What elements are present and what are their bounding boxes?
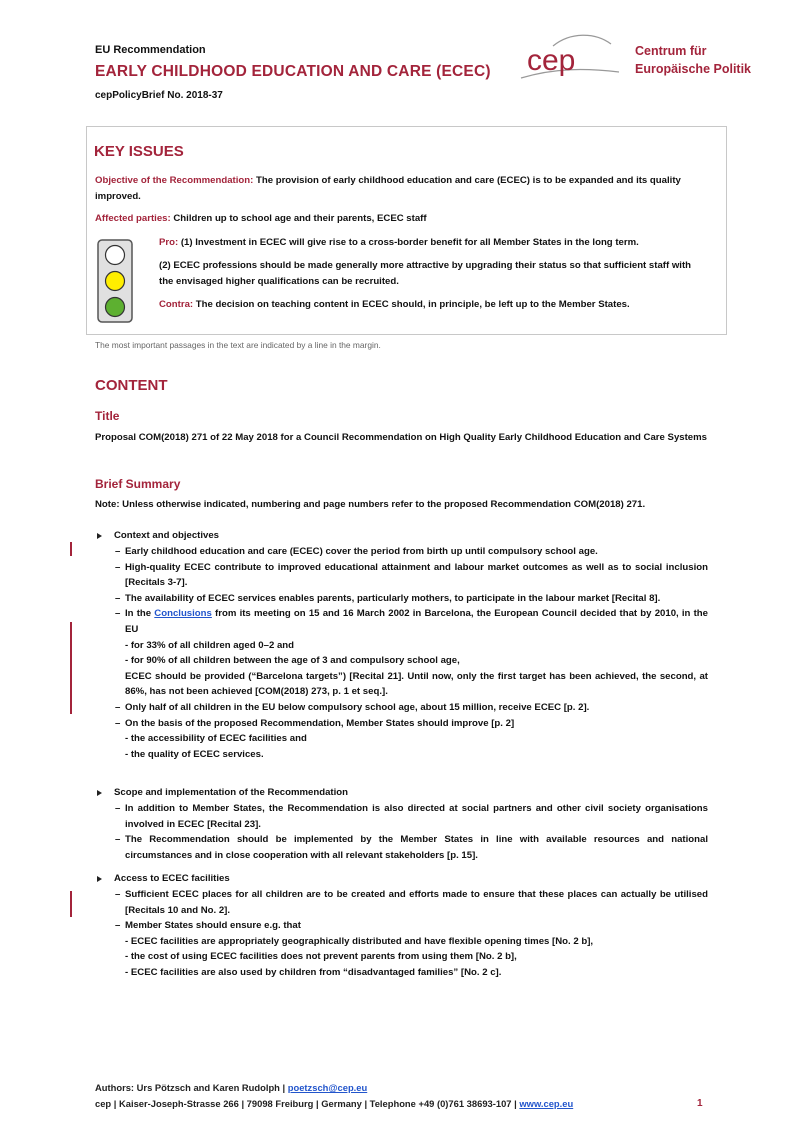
sub-item: - the cost of using ECEC facilities does not prevent parents from using them [No. 2 b], <box>125 951 517 963</box>
list-item: – In the Conclusions from its meeting on 15 and 16 March 2002 in Barcelona, the European Council decided that by 2010, in the EU - for 33% of all children aged 0–2 and - for 90% of all children between the age of 3 and compulsory school age, ECEC should be provided (“Barcelona targets”) [Recital 21]. Until now, only the first target has been achieved, the second, at 86%, has not been achieved [COM(2018) 273, p. 1 et seq.]. <box>95 606 708 700</box>
contra-text: The decision on teaching content in ECEC should, in principle, be left up to the Member States. <box>193 299 630 310</box>
list-item: – Early childhood education and care (ECEC) cover the period from birth up until compulsory school age. <box>115 546 598 557</box>
key-issues-box <box>86 126 727 335</box>
sub-item: - ECEC facilities are also used by children from “disadvantaged families” [No. 2 c]. <box>125 966 502 978</box>
section-access <box>95 871 708 981</box>
cep-logo-mark <box>515 30 625 92</box>
affected-text: Children up to school age and their parents, ECEC staff <box>170 213 427 224</box>
summary-note: Note: Unless otherwise indicated, numbering and page numbers refer to the proposed Recommendation COM(2018) 271. <box>95 499 646 510</box>
section-heading: Context and objectives <box>95 528 708 544</box>
cep-logo <box>515 30 785 100</box>
list-item: – On the basis of the proposed Recommendation, Member States should improve [p. 2] - the accessibility of ECEC facilities and - the quality of ECEC services. <box>95 716 708 763</box>
bullet-triangle-icon <box>97 790 102 796</box>
section-heading: Scope and implementation of the Recommendation <box>95 785 708 801</box>
brief-number: cepPolicyBrief No. 2018-37 <box>95 90 223 101</box>
objective-label: Objective of the Recommendation: <box>95 175 254 186</box>
margin-line <box>70 891 72 917</box>
contra-paragraph <box>159 297 704 313</box>
list-item: – The Recommendation should be implemented by the Member States in line with available resources and national circumstances and in close cooperation with all relevant stakeholders [p. 15]. <box>115 834 708 861</box>
website-link[interactable]: www.cep.eu <box>519 1098 574 1109</box>
traffic-light-bottom <box>106 298 125 317</box>
traffic-light-top <box>106 246 125 265</box>
list-item: – The availability of ECEC services enables parents, particularly mothers, to participate in the labour market [Recital 8]. <box>115 592 661 604</box>
document-title: EARLY CHILDHOOD EDUCATION AND CARE (ECEC) <box>95 63 491 80</box>
title-text: Proposal COM(2018) 271 of 22 May 2018 for a Council Recommendation on High Quality Early Childhood Education and Care Systems <box>95 432 708 443</box>
list-item: – Member States should ensure e.g. that - ECEC facilities are appropriately geographically distributed and have flexible opening times [No. 2 b], - the cost of using ECEC facilities does not prevent parents from using them [No. 2 b], - ECEC facilities are also used by children from “disadvantaged families” [No. 2 c]. <box>95 918 708 980</box>
affected-label: Affected parties: <box>95 213 171 224</box>
bullet-triangle-icon <box>97 533 102 539</box>
footer-authors: Authors: Urs Pötzsch and Karen Rudolph | poetzsch@cep.eu <box>95 1082 368 1093</box>
section-context <box>95 528 708 762</box>
sub-item: - for 33% of all children aged 0–2 and <box>125 639 295 651</box>
list-item: – In addition to Member States, the Recommendation is also directed at social partners and other civil society organisations involved in ECEC [Recital 23]. <box>115 803 708 830</box>
doc-type-label: EU Recommendation <box>95 44 206 56</box>
list-item: – High-quality ECEC contribute to improved educational attainment and labour market outcomes as well as to social inclusion [Recitals 3-7]. <box>115 561 708 589</box>
pro-label: Pro: <box>159 237 179 248</box>
logo-line-2: Europäische Politik <box>635 62 752 76</box>
summary-heading: Brief Summary <box>95 477 181 491</box>
sub-item: - the accessibility of ECEC facilities and <box>125 733 307 745</box>
title-heading: Title <box>95 409 120 423</box>
traffic-light-icon <box>97 239 133 323</box>
objective-text: The provision of early childhood education and care (ECEC) is to be expanded and its quality improved. <box>95 175 681 202</box>
sub-item: - the quality of ECEC services. <box>125 748 264 760</box>
pro-text-1: (1) Investment in ECEC will give rise to a cross-border benefit for all Member States in the long term. <box>178 237 639 248</box>
list-item: – Only half of all children in the EU below compulsory school age, about 15 million, receive ECEC [p. 2]. <box>115 701 590 713</box>
author-email-link[interactable]: poetzsch@cep.eu <box>287 1082 368 1093</box>
pro-paragraph-1 <box>159 235 704 251</box>
margin-note: The most important passages in the text are indicated by a line in the margin. <box>95 340 381 350</box>
objective-paragraph <box>95 173 704 205</box>
pro-paragraph-2: (2) ECEC professions should be made generally more attractive by upgrading their status so that sufficient staff with the envisaged higher qualifications can be recruited. <box>159 260 692 287</box>
traffic-light-middle <box>106 272 125 291</box>
list-item: – Sufficient ECEC places for all children are to be created and efforts made to ensure that these places can actually be utilised [Recitals 10 and No. 2]. <box>115 889 708 916</box>
conclusions-link[interactable]: Conclusions <box>154 608 212 620</box>
sub-item: - for 90% of all children between the age of 3 and compulsory school age, <box>125 655 460 667</box>
section-scope <box>95 785 708 863</box>
bullet-triangle-icon <box>97 876 102 882</box>
content-heading: CONTENT <box>95 377 168 394</box>
margin-line <box>70 622 72 714</box>
item-continuation: ECEC should be provided (“Barcelona targets”) [Recital 21]. Until now, only the first target has been achieved, the second, at 86%, has not been achieved [COM(2018) 273, p. 1 et seq.]. <box>125 670 708 698</box>
affected-paragraph <box>95 211 704 227</box>
key-issues-title: KEY ISSUES <box>94 143 184 160</box>
logo-line-1: Centrum für <box>635 44 707 58</box>
footer-address: cep | Kaiser-Joseph-Strasse 266 | 79098 Freiburg | Germany | Telephone +49 (0)761 38693-107 | www.cep.eu <box>95 1098 574 1109</box>
logo-word: cep <box>527 44 576 77</box>
margin-line <box>70 542 72 556</box>
contra-label: Contra: <box>159 299 194 310</box>
page-number: 1 <box>697 1098 703 1109</box>
sub-item: - ECEC facilities are appropriately geographically distributed and have flexible opening times [No. 2 b], <box>125 935 594 947</box>
section-heading: Access to ECEC facilities <box>95 871 708 887</box>
